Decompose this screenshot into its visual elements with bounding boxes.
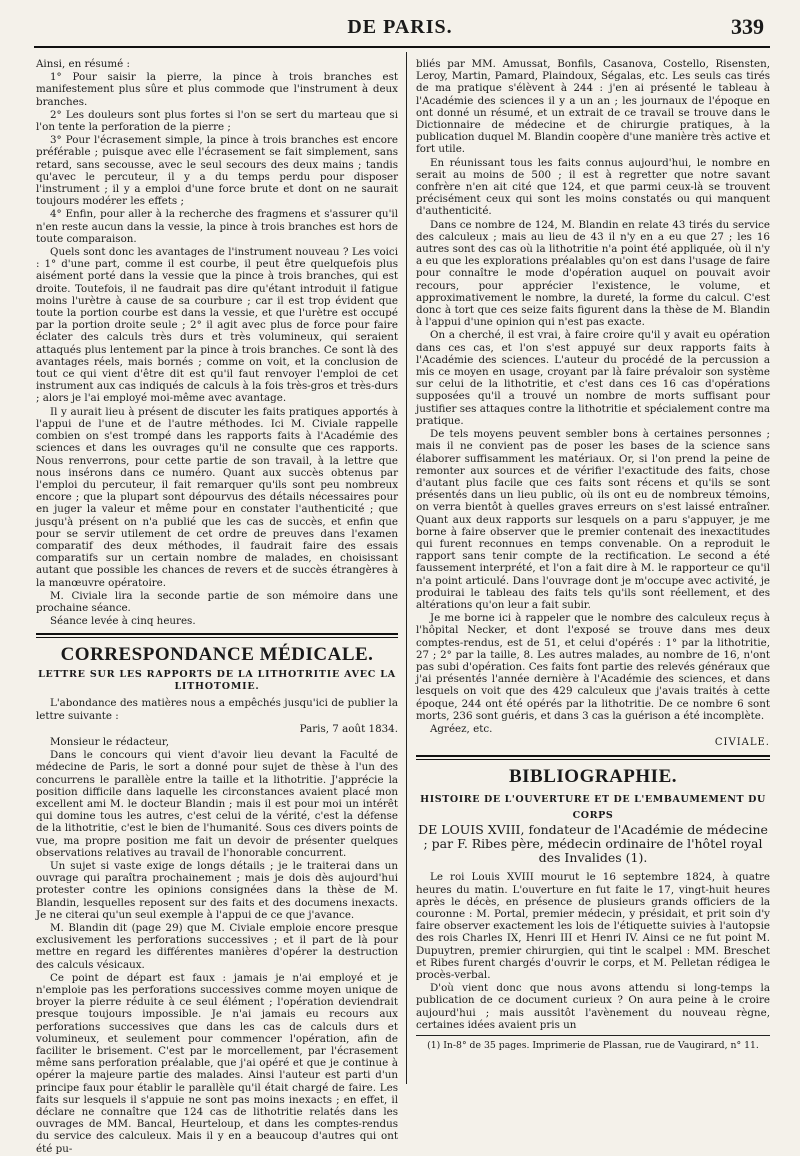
signature: CIVIALE. xyxy=(714,737,770,749)
paragraph: bliés par MM. Amussat, Bonfils, Casanova, Costello, Risensten, Leroy, Martin, Pamard, Plaindoux, Ségalas, etc. Les seuls cas tirés de ma pratique s'élèvent à 244 : j'en ai présenté le tableau à l'Académie des sciences il y a un an ; les journaux de l'époque en ont donné un résumé, et un extrait de ce travail se trouve dans le Dictionnaire de médecine et de chirurgie pratiques, à la publication duquel M. Blandin coopère d'une manière très active et fort utile. xyxy=(416,58,770,156)
paragraph: Le roi Louis XVIII mourut le 16 septembre 1824, à quatre heures du matin. L'ouverture en fut faite le 17, vingt-huit heures après le décès, en présence de plusieurs grands officiers de la couronne : M. Portal, premier médecin, y présidait, et prit soin d'y faire observer exactement les lois de l'étiquette suivies à l'autopsie des rois Charles IX, Henri III et Henri IV. Ainsi ce ne fut point M. Dupuytren, premier chirurgien, qui tint le scalpel : MM. Breschet et Ribes furent chargés d'ouvrir le corps, et M. Pelletan rédigea le procès-verbal. xyxy=(416,871,770,981)
section-title-correspondance: CORRESPONDANCE MÉDICALE. xyxy=(60,644,374,666)
dateline: Paris, 7 août 1834. xyxy=(299,722,398,735)
book-title-caps: HISTOIRE DE L'OUVERTURE ET DE L'EMBAUMEMENT DU CORPS xyxy=(420,794,766,822)
paragraph: Quels sont donc les avantages de l'instrument nouveau ? Les voici : 1° d'une part, comme il est courbe, il peut être quelquefois plus aisément porté dans la vessie que la pince à trois branches, qui est droite. Toutefois, il ne faudrait pas dire qu'étant introduit il fatigue moins l'urètre à cause de sa courbure ; car il est trop évident que toute la portion courbe est dans la vessie, et que l'urètre est occupé par la portion droite seule ; 2° il agit avec plus de force pour faire éclater des calculs très durs et très volumineux, qui seraient attaqués plus lentement par la pince à trois branches. Ce sont là des avantages réels, mais bornés ; comme on voit, et la conclusion de tout ce qui vient d'être dit est qu'il faut renvoyer l'emploi de cet instrument aux cas indiqués de calculs à la fois très-gros et très-durs ; alors je l'ai employé moi-même avec avantage. xyxy=(36,246,398,405)
closing: Agréez, etc. xyxy=(430,722,493,735)
paragraph: De tels moyens peuvent sembler bons à certaines personnes ; mais il ne convient pas de poser les bases de la science sans élaborer suffisamment les matériaux. Or, si l'on prend la peine de remonter aux sources et de vérifier l'exactitude des faits, chose d'autant plus facile que ces faits sont récens et qu'ils se sont présentés dans un lieu public, où ils ont eu de nombreux témoins, on verra bientôt à quelles graves erreurs on s'est laissé entraîner. Quant aux deux rapports sur lesquels on a paru s'appuyer, je me borne à faire observer que le premier contenait des inexactitudes qui furent reconnues en temps convenable. On a reproduit le rapport sans tenir compte de la rectification. Le second a été faussement interprété, et l'on a fait dire à M. le rapporteur ce qu'il n'a point articulé. Dans l'ouvrage dont je m'occupe avec activité, je produirai le tableau des faits tels qu'ils sont réellement, et des altérations qu'on leur a fait subir. xyxy=(416,428,770,611)
section-subtitle xyxy=(36,669,398,693)
subtitle-line: LETTRE SUR LES RAPPORTS DE LA LITHOTRITIE AVEC LA xyxy=(38,669,396,681)
paragraph: 2° Les douleurs sont plus fortes si l'on se sert du marteau que si l'on tente la perforation de la pierre ; xyxy=(36,108,398,134)
header-rule xyxy=(34,46,770,48)
section-rule xyxy=(36,633,398,638)
paragraph: On a cherché, il est vrai, à faire croire qu'il y avait eu opération dans ces cas, et l'on s'est appuyé sur deux rapports faits à l'Académie des sciences. L'auteur du procédé de la percussion a mis ce moyen en usage, croyant par là faire prévaloir son système sur celui de la lithotritie, et c'est dans ces 16 cas d'opérations supposées qu'il a trouvé un nombre de morts suffisant pour justifier ses attaques contre la lithotritie et spécialement contre ma pratique. xyxy=(416,329,770,427)
masthead-title: DE PARIS. xyxy=(347,16,453,38)
subtitle-line: LITHOTOMIE. xyxy=(174,681,260,693)
footnote-rule xyxy=(416,1035,770,1036)
paragraph: Dans ce nombre de 124, M. Blandin en relate 43 tirés du service des calculeux ; mais au lieu de 43 il n'y en a eu que 27 ; les 16 autres sont des cas où la lithotritie n'a point été appliquée, où il n'y a eu que les explorations préalables qu'on est dans l'usage de faire pour connaître le mode d'opération auquel on pouvait avoir recours, pour apprécier l'existence, le volume, et approximativement le nombre, la dureté, la forme du calcul. C'est donc à tort que ces seize faits figurent dans la thèse de M. Blandin à l'appui d'une opinion qui n'est pas exacte. xyxy=(416,218,770,329)
footnote: (1) In-8° de 35 pages. Imprimerie de Plassan, rue de Vaugirard, n° 11. xyxy=(427,1040,759,1052)
paragraph: Il y aurait lieu à présent de discuter les faits pratiques apportés à l'appui de l'une et de l'autre méthodes. Ici M. Civiale rappelle combien on s'est trompé dans les rapports faits à l'Académie des sciences et dans les ouvrages qu'il ne consulte que ces rapports. Nous renverrons, pour cette partie de son travail, à la lettre que nous insérons dans ce numéro. Quant aux succès obtenus par l'emploi du percuteur, il fait remarquer qu'ils sont peu nombreux encore ; que la plupart sont dépourvus des détails nécessaires pour en juger la valeur et même pour en constater l'authenticité ; que jusqu'à présent on n'a publié que les cas de succès, et enfin que pour se servir utilement de cet ordre de preuves dans l'examen comparatif des deux méthodes, il faudrait faire des essais comparatifs sur un certain nombre de malades, en choisissant autant que possible les chances de revers et de succès étrangères à la manœuvre opératoire. xyxy=(36,405,398,589)
paragraph: Je me borne ici à rappeler que le nombre des calculeux reçus à l'hôpital Necker, et dont l'exposé se trouve dans mes deux comptes-rendus, est de 51, et celui d'opérés : 1° par la lithotritie, 27 ; 2° par la taille, 8. Les autres malades, au nombre de 16, n'ont pas subi d'opération. Ces faits font partie des relevés généraux que j'ai présentés l'année dernière à l'Académie des sciences, et dans lesquels on voit que des 429 calculeux que j'avais traités à cette époque, 244 ont été opérés par la lithotritie. De ce nombre 6 sont morts, 236 sont guéris, et dans 3 cas la guérison a été incomplète. xyxy=(416,612,770,722)
section-title-bibliographie: BIBLIOGRAPHIE. xyxy=(508,766,677,788)
book-title xyxy=(416,791,770,865)
page-header xyxy=(30,14,770,44)
salutation: Monsieur le rédacteur, xyxy=(50,735,169,748)
left-column xyxy=(36,58,398,1156)
editor-note: L'abondance des matières nous a empêchés jusqu'ici de publier la lettre suivante : xyxy=(36,697,398,722)
column-divider xyxy=(406,52,407,1084)
paragraph: Ainsi, en résumé : xyxy=(36,58,131,70)
paragraph: Séance levée à cinq heures. xyxy=(50,615,196,628)
paragraph: 3° Pour l'écrasement simple, la pince à trois branches est encore préférable ; puisque avec elle l'écrasement se fait simplement, sans retard, sans secousse, avec le seul secours des deux mains ; tandis qu'avec le percuteur, il y a du temps perdu pour disposer l'instrument ; il y a emploi d'une force brute et dont on ne saurait toujours modérer les effets ; xyxy=(36,134,398,208)
paragraph: D'où vient donc que nous avons attendu si long-temps la publication de ce document curieux ? On aura peine à le croire aujourd'hui ; mais aussitôt l'avènement du nouveau règne, certaines idées avaient pris un xyxy=(416,982,770,1031)
paragraph: Dans le concours qui vient d'avoir lieu devant la Faculté de médecine de Paris, le sort a donné pour sujet de thèse à l'un des concurrens le parallèle entre la taille et la lithotritie. J'apprécie la position difficile dans laquelle les circonstances avaient placé mon excellent ami M. le docteur Blandin ; mais il est pour moi un intérêt qui domine tous les autres, c'est celui de la vérité, c'est la défense de la lithotritie, c'est le bien de l'humanité. Sous ces divers points de vue, ma propre position me fait un devoir de présenter quelques observations relatives au travail de l'honorable concurrent. xyxy=(36,749,398,859)
paragraph: Un sujet si vaste exige de longs détails ; je le traiterai dans un ouvrage qui paraîtra prochainement ; mais je dois dès aujourd'hui protester contre les opinions consignées dans la thèse de M. Blandin, lesquelles reposent sur des faits et des documens inexacts. Je ne citerai qu'un seul exemple à l'appui de ce que j'avance. xyxy=(36,859,398,921)
page-number: 339 xyxy=(731,14,764,39)
paragraph: M. Blandin dit (page 29) que M. Civiale emploie encore presque exclusivement les perforations successives ; et il part de là pour mettre en regard les différentes manières d'opérer la destruction des calculs vésicaux. xyxy=(36,922,398,971)
book-title-rest: DE LOUIS XVIII, fondateur de l'Académie de médecine ; par F. Ribes père, médecin ordinaire de l'hôtel royal des Invalides (1). xyxy=(418,822,768,866)
paragraph: M. Civiale lira la seconde partie de son mémoire dans une prochaine séance. xyxy=(36,589,398,614)
paragraph: En réunissant tous les faits connus aujourd'hui, le nombre en serait au moins de 500 ; il est à regretter que notre savant confrère n'en ait cité que 124, et que parmi ceux-là se trouvent précisément ceux qui sont les moins constatés ou qui manquent d'authenticité. xyxy=(416,156,770,218)
paragraph: 1° Pour saisir la pierre, la pince à trois branches est manifestement plus sûre et plus commode que l'instrument à deux branches. xyxy=(36,71,398,108)
paragraph: 4° Enfin, pour aller à la recherche des fragmens et s'assurer qu'il n'en reste aucun dans la vessie, la pince à trois branches est hors de toute comparaison. xyxy=(36,208,398,245)
paragraph: Ce point de départ est faux : jamais je n'ai employé et je n'emploie pas les perforations successives comme moyen unique de broyer la pierre réduite à ce seul élément ; l'opération deviendrait presque toujours impossible. Je n'ai jamais eu recours aux perforations successives que dans les cas de calculs durs et volumineux, et seulement pour commencer l'opération, afin de faciliter le brisement. C'est par le morcellement, par l'écrasement même sans perforation préalable, que j'ai opéré et que je continue à opérer la majeure partie des malades. Ainsi l'auteur est parti d'un principe faux pour établir le parallèle qu'il était chargé de faire. Les faits sur lesquels il s'appuie ne sont pas moins inexacts ; en effet, il déclare ne connaître que 124 cas de lithotritie relatés dans les ouvrages de MM. Bancal, Heurteloup, et dans les comptes-rendus du service des calculeux. Mais il y en a beaucoup d'autres qui ont été pu- xyxy=(36,971,398,1155)
right-column xyxy=(416,58,770,1052)
section-rule xyxy=(416,755,770,760)
